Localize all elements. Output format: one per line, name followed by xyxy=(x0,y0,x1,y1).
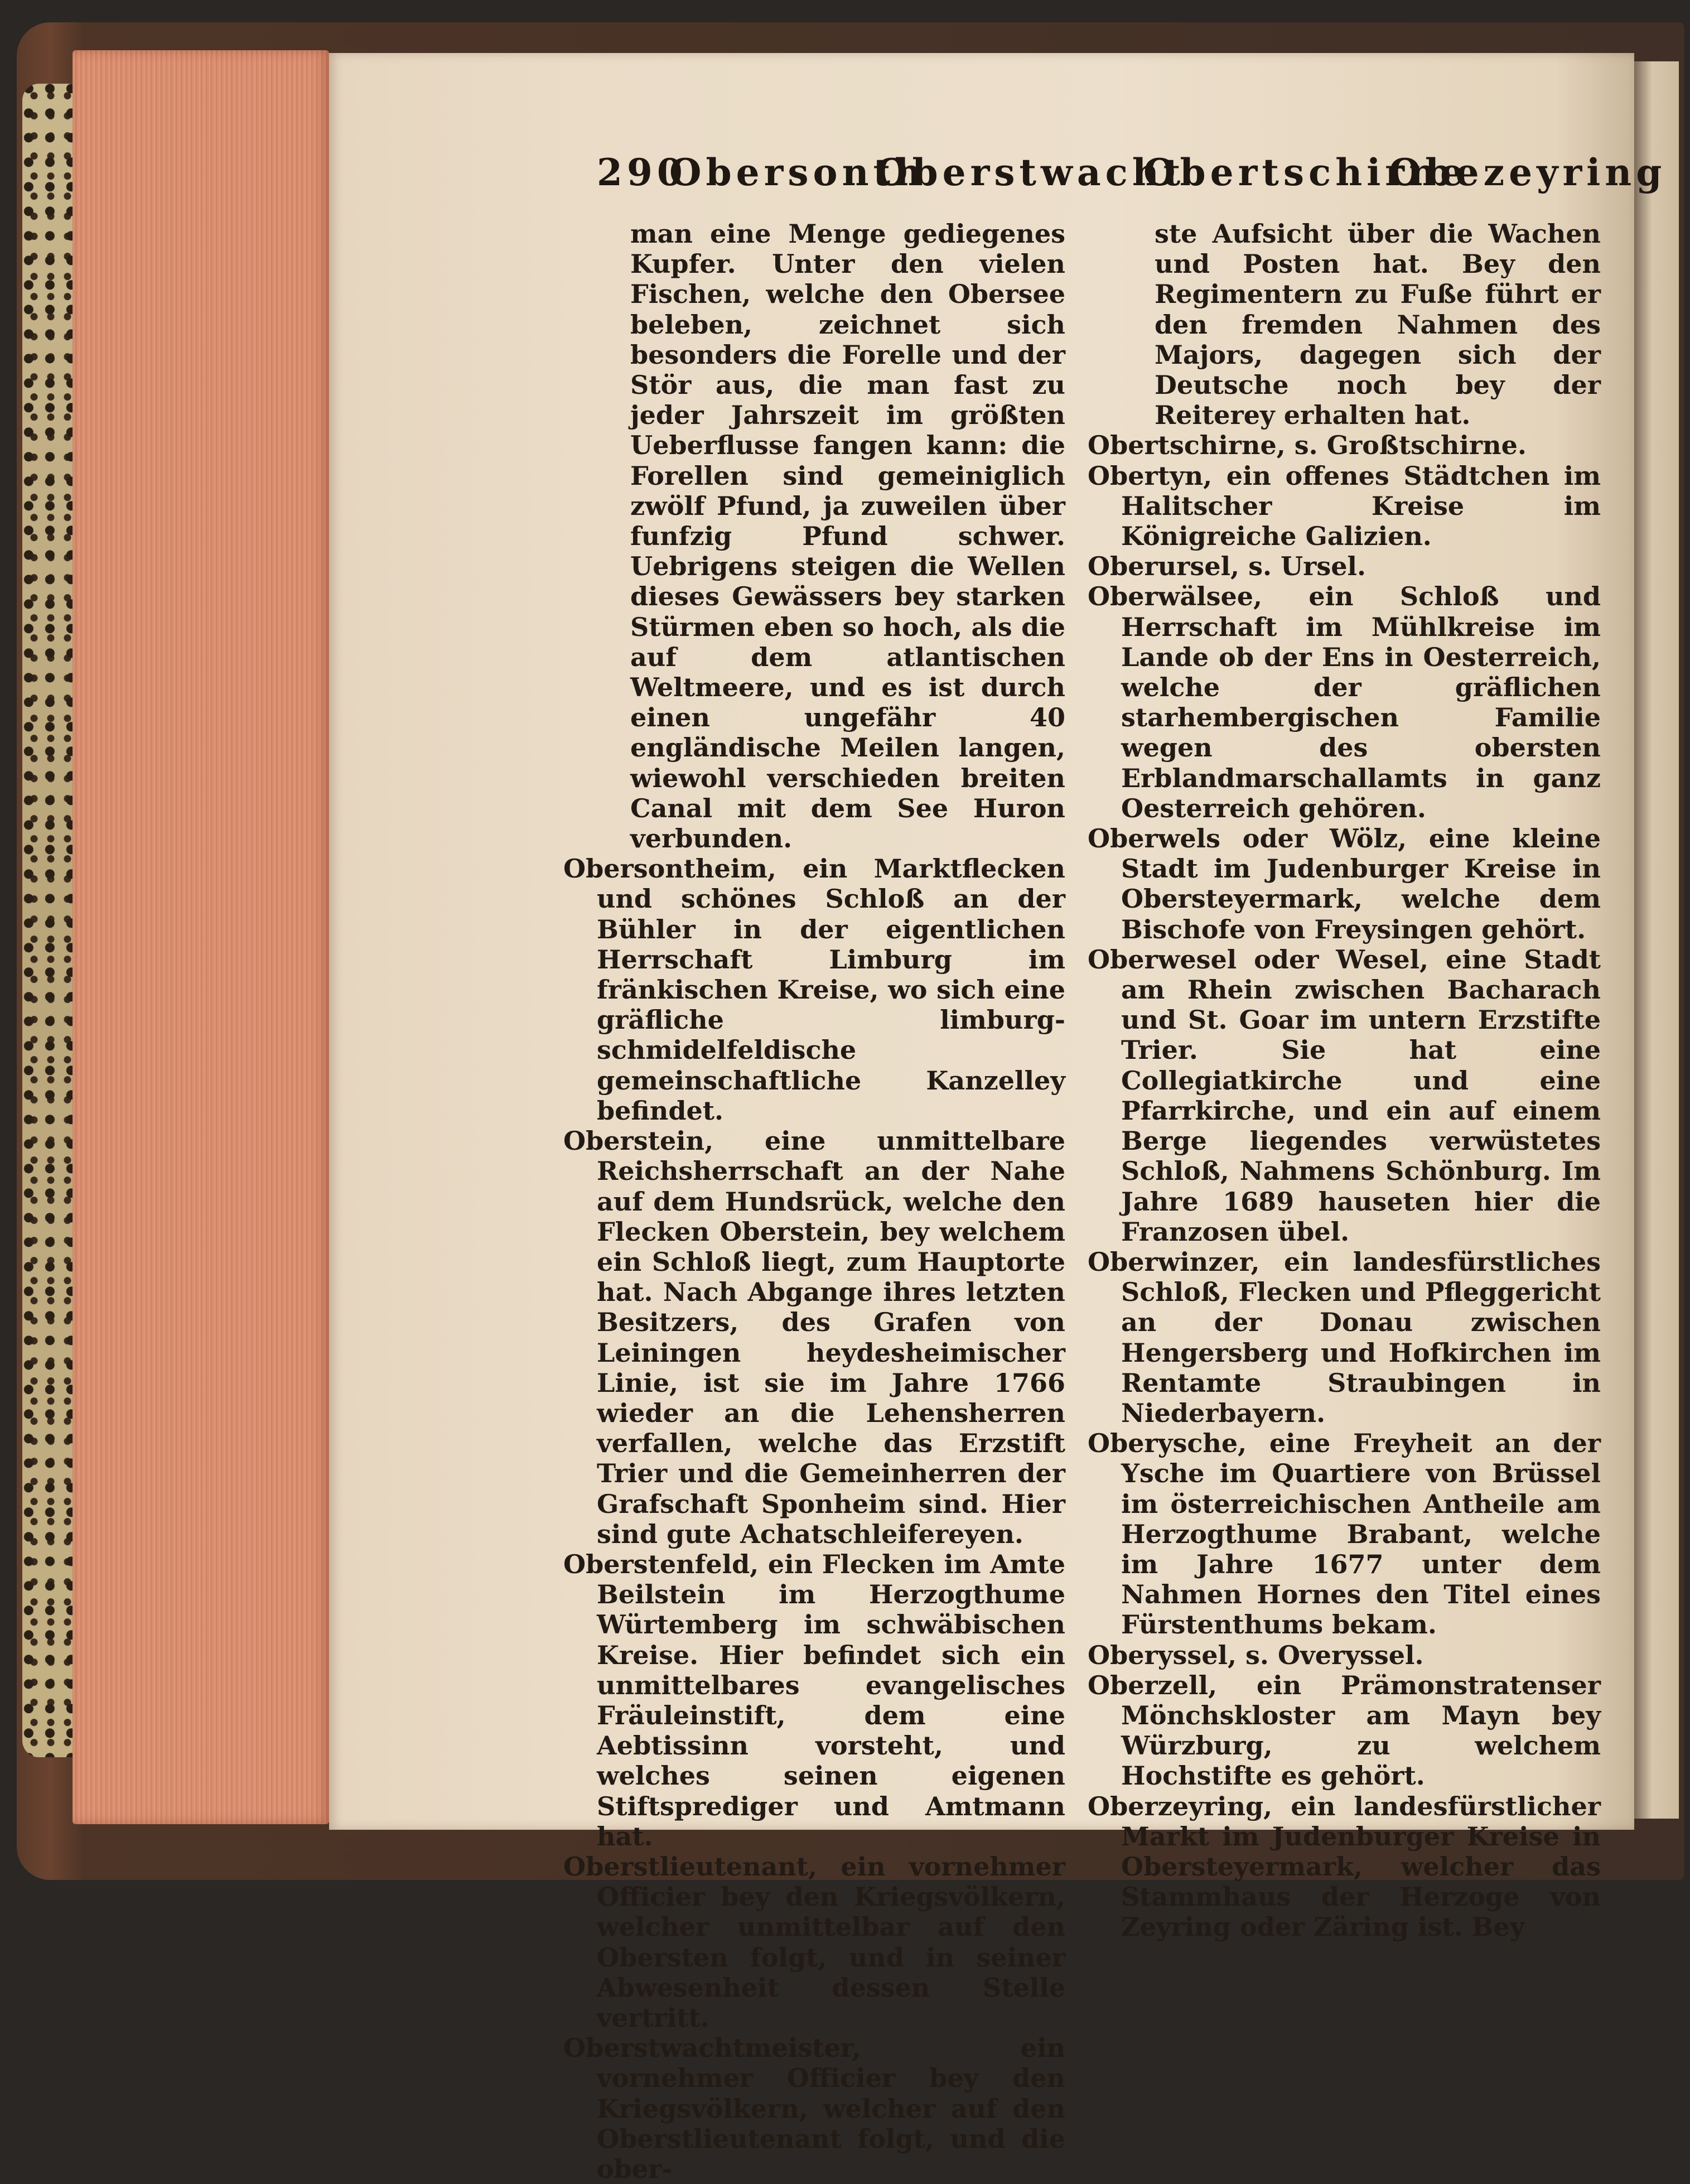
entry-oberwalsee: Oberwälsee, ein Schloß und Herrschaft im Mühlkreise im Lande ob der Ens in Oesterreich, welche der gräflichen starhembergischen Familie wegen des obersten Erblandmarschallamts in ganz Oesterreich gehören. xyxy=(1088,581,1601,823)
entry-oberyssel: Oberyssel, s. Overyssel. xyxy=(1088,1640,1424,1670)
facing-page-edge xyxy=(1634,61,1679,1819)
left-continuation: man eine Menge gediegenes Kupfer. Unter den vielen Fischen, welche den Obersee beleben, zeichnet sich besonders die Forelle und der Stör aus, die man fast zu jeder Jahrszeit im größten Ueberflusse fangen kann: die Forellen sind gemeiniglich zwölf Pfund, ja zuweilen über funfzig Pfund schwer. Uebrigens steigen die Wellen dieses Gewässers bey starken Stürmen eben so hoch, als die auf dem atlantischen Weltmeere, und es ist durch einen ungefähr 40 engländische Meilen langen, wiewohl verschieden breiten Canal mit dem See Huron verbunden. xyxy=(630,219,1065,854)
entry-oberysche: Oberysche, eine Freyheit an der Ysche im Quartiere von Brüssel im österreichischen Antheile am Herzogthume Brabant, welche im Jahre 1677 unter dem Nahmen Hornes den Titel eines Fürstenthums bekam. xyxy=(1088,1428,1601,1640)
entry-obersontheim: Obersontheim, ein Marktflecken und schönes Schloß an der Bühler in der eigentlichen Herrschaft Limburg im fränkischen Kreise, wo sich eine gräfliche limburg-schmidelfeldische gemeinschaftliche Kanzelley befindet. xyxy=(563,854,1065,1126)
entry-oberwesel: Oberwesel oder Wesel, eine Stadt am Rhein zwischen Bacharach und St. Goar im untern Erzstifte Trier. Sie hat eine Collegiatkirche und eine Pfarrkirche, und ein auf einem Berge liegendes verwüstetes Schloß, Nahmens Schönburg. Im Jahre 1689 hauseten hier die Franzosen übel. xyxy=(1088,944,1601,1247)
page-fore-edge xyxy=(73,50,329,1824)
catchword-right-1: Obertschirne xyxy=(1143,151,1469,194)
entry-oberstlieutenant: Oberstlieutenant, ein vornehmer Officier bey den Kriegsvölkern, welcher unmittelbar auf den Obersten folgt, und in seiner Abwesenheit dessen Stelle vertritt. xyxy=(563,1851,1065,2033)
entry-oberstwachtmeister: Oberstwachtmeister, ein vornehmer Officier bey den Kriegsvölkern, welcher auf den Oberstlieutenant folgt, und die ober- xyxy=(563,2033,1065,2184)
entry-obertyn: Obertyn, ein offenes Städtchen im Halitscher Kreise im Königreiche Galizien. xyxy=(1088,460,1601,552)
entry-oberursel: Oberursel, s. Ursel. xyxy=(1088,551,1367,582)
running-header xyxy=(597,120,1667,194)
page-number: 290 xyxy=(597,151,687,194)
entry-oberstenfeld: Oberstenfeld, ein Flecken im Amte Beilstein im Herzogthume Würtemberg im schwäbischen Kreise. Hier befindet sich ein unmittelbares evangelisches Fräuleinstift, dem eine Aebtissinn vorsteht, und welches seinen eigenen Stiftsprediger und Amtmann hat. xyxy=(563,1549,1065,1852)
catchword-left-1: Obersonth xyxy=(669,151,926,194)
entry-oberstein: Oberstein, eine unmittelbare Reichsherrschaft an der Nahe auf dem Hundsrück, welche den Flecken Oberstein, bey welchem ein Schloß liegt, zum Hauptorte hat. Nach Abgange ihres letzten Besitzers, des Grafen von Leiningen heydesheimischer Linie, ist sie im Jahre 1766 wieder an die Lehensherren verfallen, welche das Erzstift Trier und die Gemeinherren der Grafschaft Sponheim sind. Hier sind gute Achatschleifereyen. xyxy=(563,1126,1065,1549)
entry-obertschirne: Obertschirne, s. Großtschirne. xyxy=(1088,430,1527,461)
entry-oberwels: Oberwels oder Wölz, eine kleine Stadt im Judenburger Kreise in Obersteyermark, welche dem Bischofe von Freysingen gehört. xyxy=(1088,823,1601,944)
catchword-right-2: Obezeyring xyxy=(1389,151,1667,194)
right-column xyxy=(1088,219,1601,1942)
entry-oberzeyring: Oberzeyring, ein landesfürstlicher Markt im Judenburger Kreise in Obersteyermark, welcher das Stammhaus der Herzoge von Zeyring oder Zäring ist. Bey xyxy=(1088,1791,1601,1942)
entry-oberzell: Oberzell, ein Prämonstratenser Mönchskloster am Mayn bey Würzburg, zu welchem Hochstifte es gehört. xyxy=(1088,1670,1601,1791)
left-column xyxy=(563,219,1065,2184)
right-continuation: ste Aufsicht über die Wachen und Posten hat. Bey den Regimentern zu Fuße führt er den fremden Nahmen des Majors, dagegen sich der Deutsche noch bey der Reiterey erhalten hat. xyxy=(1155,219,1601,431)
catchword-left-2: Oberstwacht xyxy=(876,151,1185,194)
entry-oberwinzer: Oberwinzer, ein landesfürstliches Schloß, Flecken und Pfleggericht an der Donau zwischen Hengersberg und Hofkirchen im Rentamte Straubingen in Niederbayern. xyxy=(1088,1246,1601,1428)
